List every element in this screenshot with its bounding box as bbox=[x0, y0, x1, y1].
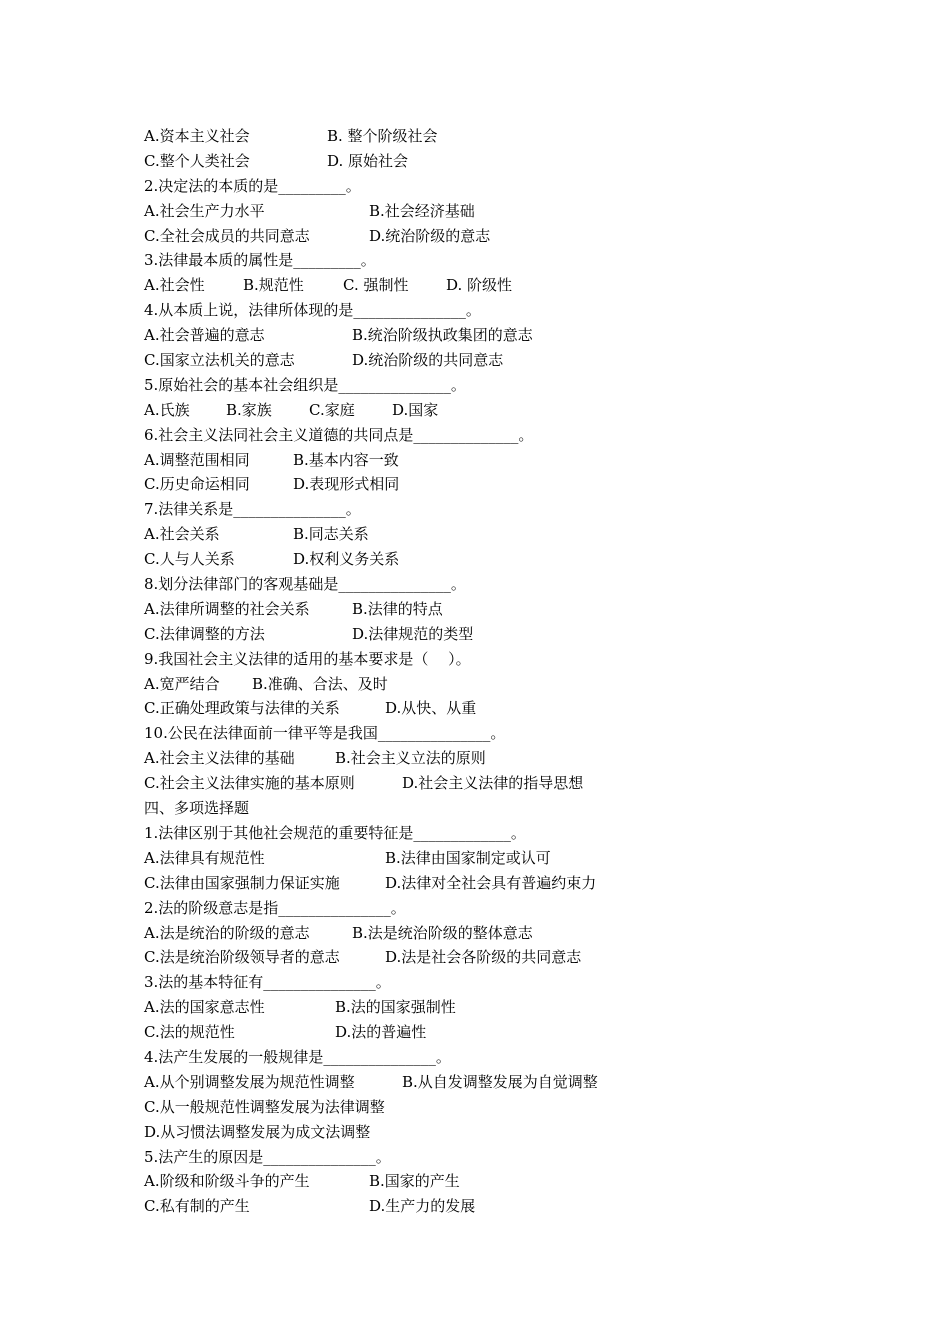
text-line bbox=[144, 821, 844, 846]
text-line bbox=[144, 199, 844, 224]
option-text: D.统治阶级的意志 bbox=[369, 226, 491, 245]
option-text: B.法的国家强制性 bbox=[335, 998, 456, 1017]
line-text: C.历史命运相同 bbox=[144, 475, 250, 494]
question-list bbox=[144, 124, 844, 1219]
line-text: C.全社会成员的共同意志 bbox=[144, 226, 310, 245]
text-line bbox=[144, 1095, 844, 1120]
text-line bbox=[144, 896, 844, 921]
text-line bbox=[144, 597, 844, 622]
option-text: C.家庭 bbox=[309, 400, 355, 419]
text-line bbox=[144, 771, 844, 796]
line-text: A.法律所调整的社会关系 bbox=[144, 599, 310, 618]
line-text: 9.我国社会主义法律的适用的基本要求是（ ）。 bbox=[144, 649, 471, 668]
line-text: A.从个别调整发展为规范性调整 bbox=[144, 1072, 355, 1091]
line-text: 3.法的基本特征有_______________。 bbox=[144, 973, 391, 992]
line-text: 2.决定法的本质的是_________。 bbox=[144, 176, 361, 195]
option-text: D.法律对全社会具有普遍约束力 bbox=[385, 873, 597, 892]
text-line bbox=[144, 672, 844, 697]
option-text: B.法律由国家制定或认可 bbox=[385, 848, 551, 867]
line-text: A.法律具有规范性 bbox=[144, 848, 265, 867]
line-text: 四、多项选择题 bbox=[144, 799, 250, 818]
option-text: D. 原始社会 bbox=[327, 151, 409, 170]
text-line bbox=[144, 1020, 844, 1045]
option-text: D.法律规范的类型 bbox=[352, 624, 474, 643]
text-line bbox=[144, 248, 844, 273]
text-line bbox=[144, 273, 844, 298]
line-text: A.阶级和阶级斗争的产生 bbox=[144, 1172, 310, 1191]
line-text: 6.社会主义法同社会主义道德的共同点是______________。 bbox=[144, 425, 534, 444]
text-line bbox=[144, 1045, 844, 1070]
line-text: 2.法的阶级意志是指_______________。 bbox=[144, 898, 406, 917]
option-text: B.家族 bbox=[226, 400, 272, 419]
text-line bbox=[144, 472, 844, 497]
line-text: 1.法律区别于其他社会规范的重要特征是_____________。 bbox=[144, 823, 526, 842]
text-line bbox=[144, 224, 844, 249]
option-text: B.国家的产生 bbox=[369, 1172, 460, 1191]
line-text: C.从一般规范性调整发展为法律调整 bbox=[144, 1097, 385, 1116]
line-text: A.社会性 bbox=[144, 276, 205, 295]
option-text: D.法是社会各阶级的共同意志 bbox=[385, 948, 582, 967]
text-line bbox=[144, 945, 844, 970]
line-text: D.从习惯法调整发展为成文法调整 bbox=[144, 1122, 371, 1141]
text-line bbox=[144, 373, 844, 398]
text-line bbox=[144, 1194, 844, 1219]
text-line bbox=[144, 696, 844, 721]
text-line bbox=[144, 995, 844, 1020]
option-text: B.法是统治阶级的整体意志 bbox=[352, 923, 533, 942]
line-text: C.国家立法机关的意志 bbox=[144, 351, 295, 370]
line-text: A.宽严结合 bbox=[144, 674, 220, 693]
text-line bbox=[144, 746, 844, 771]
line-text: C.正确处理政策与法律的关系 bbox=[144, 699, 340, 718]
option-text: D.权利义务关系 bbox=[293, 550, 400, 569]
line-text: C.私有制的产生 bbox=[144, 1197, 250, 1216]
line-text: A.资本主义社会 bbox=[144, 127, 250, 145]
option-text: B.规范性 bbox=[243, 276, 304, 295]
text-line bbox=[144, 846, 844, 871]
line-text: A.社会主义法律的基础 bbox=[144, 749, 295, 768]
text-line bbox=[144, 423, 844, 448]
line-text: A.社会生产力水平 bbox=[144, 201, 265, 220]
option-text: C. 强制性 bbox=[343, 276, 409, 295]
option-text: B.同志关系 bbox=[293, 525, 369, 544]
line-text: A.调整范围相同 bbox=[144, 450, 250, 469]
option-text: B.社会主义立法的原则 bbox=[335, 749, 486, 768]
text-line bbox=[144, 572, 844, 597]
line-text: C.法的规范性 bbox=[144, 1023, 235, 1042]
text-line bbox=[144, 796, 844, 821]
option-text: B.法律的特点 bbox=[352, 599, 443, 618]
line-text: 4.从本质上说，法律所体现的是_______________。 bbox=[144, 301, 481, 320]
text-line bbox=[144, 622, 844, 647]
text-line bbox=[144, 149, 844, 174]
line-text: C.整个人类社会 bbox=[144, 151, 250, 170]
option-text: D.生产力的发展 bbox=[369, 1197, 476, 1216]
option-text: D.法的普遍性 bbox=[335, 1023, 427, 1042]
text-line bbox=[144, 323, 844, 348]
option-text: B.从自发调整发展为自觉调整 bbox=[402, 1072, 598, 1091]
text-line bbox=[144, 1120, 844, 1145]
option-text: D.统治阶级的共同意志 bbox=[352, 351, 504, 370]
option-text: B.社会经济基础 bbox=[369, 201, 475, 220]
text-line bbox=[144, 871, 844, 896]
line-text: C.社会主义法律实施的基本原则 bbox=[144, 774, 355, 793]
option-text: D.从快、从重 bbox=[385, 699, 477, 718]
text-line bbox=[144, 124, 844, 149]
line-text: 7.法律关系是_______________。 bbox=[144, 500, 361, 519]
text-line bbox=[144, 497, 844, 522]
line-text: 4.法产生发展的一般规律是_______________。 bbox=[144, 1047, 451, 1066]
line-text: 8.划分法律部门的客观基础是_______________。 bbox=[144, 575, 466, 594]
option-text: B.基本内容一致 bbox=[293, 450, 399, 469]
option-text: D.社会主义法律的指导思想 bbox=[402, 774, 584, 793]
text-line bbox=[144, 547, 844, 572]
text-line bbox=[144, 298, 844, 323]
line-text: C.法律调整的方法 bbox=[144, 624, 265, 643]
line-text: C.法是统治阶级领导者的意志 bbox=[144, 948, 340, 967]
line-text: 10.公民在法律面前一律平等是我国_______________。 bbox=[144, 724, 506, 743]
option-text: B.准确、合法、及时 bbox=[252, 674, 388, 693]
text-line bbox=[144, 921, 844, 946]
text-line bbox=[144, 348, 844, 373]
option-text: D.表现形式相同 bbox=[293, 475, 400, 494]
line-text: A.社会普遍的意志 bbox=[144, 326, 265, 345]
line-text: C.人与人关系 bbox=[144, 550, 235, 569]
option-text: D. 阶级性 bbox=[446, 276, 513, 295]
text-line bbox=[144, 448, 844, 473]
text-line bbox=[144, 1145, 844, 1170]
text-line bbox=[144, 721, 844, 746]
option-text: D.国家 bbox=[392, 400, 439, 419]
text-line bbox=[144, 174, 844, 199]
text-line bbox=[144, 1169, 844, 1194]
text-line bbox=[144, 398, 844, 423]
line-text: A.法是统治的阶级的意志 bbox=[144, 923, 310, 942]
line-text: 3.法律最本质的属性是_________。 bbox=[144, 251, 376, 270]
line-text: 5.法产生的原因是_______________。 bbox=[144, 1147, 391, 1166]
line-text: 5.原始社会的基本社会组织是_______________。 bbox=[144, 375, 466, 394]
text-line bbox=[144, 647, 844, 672]
text-line bbox=[144, 970, 844, 995]
line-text: A.法的国家意志性 bbox=[144, 998, 265, 1017]
line-text: A.氏族 bbox=[144, 400, 190, 419]
text-line bbox=[144, 522, 844, 547]
text-line bbox=[144, 1070, 844, 1095]
option-text: B.统治阶级执政集团的意志 bbox=[352, 326, 533, 345]
line-text: A.社会关系 bbox=[144, 525, 220, 544]
line-text: C.法律由国家强制力保证实施 bbox=[144, 873, 340, 892]
option-text: B. 整个阶级社会 bbox=[327, 127, 438, 145]
